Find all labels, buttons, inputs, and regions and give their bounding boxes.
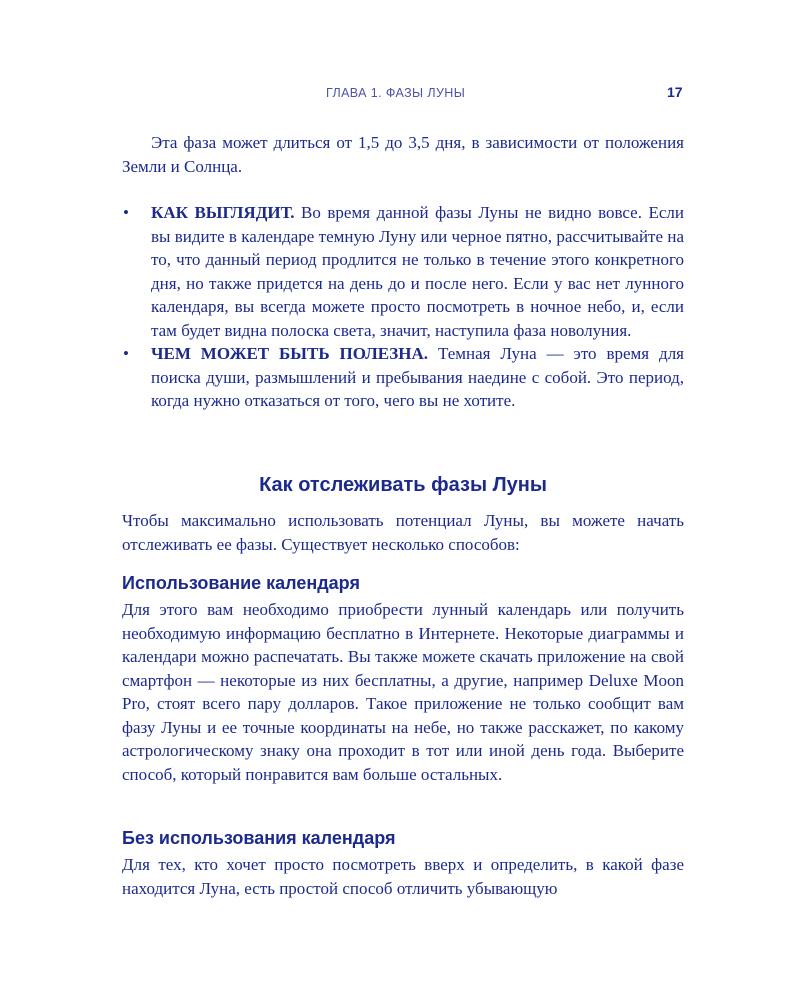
running-head: ГЛАВА 1. ФАЗЫ ЛУНЫ	[326, 86, 466, 100]
bullet-text: Во время данной фазы Луны не видно вовсе. Если вы видите в календаре темную Луну или черное пятно, рассчитывайте на то, что данный период продлится не только в течение этого конкретного дня, но также придется на день до и после него. Если у вас нет лунного календаря, вы всегда можете просто посмотреть в ночное небо, и, если там будет видна полоска света, значит, наступила фаза новолуния.	[151, 203, 684, 340]
subsection-title-calendar: Использование календаря	[122, 573, 360, 593]
subsection-title-no-calendar: Без использования календаря	[122, 828, 396, 848]
bullet-lead: ЧЕМ МОЖЕТ БЫТЬ ПОЛЕЗНА.	[151, 344, 429, 363]
bullet-marker: •	[123, 203, 129, 222]
subsection-no-calendar-text: Для тех, кто хочет просто посмотреть вверх и определить, в какой фазе находится Луна, есть простой способ отличить убывающую	[122, 855, 684, 898]
subsection-calendar-block	[122, 598, 684, 786]
subsection-no-calendar-block	[122, 853, 684, 900]
page-number: 17	[667, 84, 683, 100]
bullet-marker: •	[123, 344, 129, 363]
bullet-list	[122, 201, 684, 413]
subsection-calendar-text: Для этого вам необходимо приобрести лунный календарь или получить необходимую информацию бесплатно в Интернете. Некоторые диаграммы и календари можно распечатать. Вы также можете скачать приложение на свой смартфон — некоторые из них бесплатны, а другие, например Deluxe Moon Pro, стоят всего пару долларов. Такое приложение не только сообщит вам фазу Луны и ее точные координаты на небе, но также расскажет, по какому астрологическому знаку она проходит в тот или иной день года. Выберите способ, который понравится вам больше остальных.	[122, 600, 684, 784]
bullet-lead: КАК ВЫГЛЯДИТ.	[151, 203, 295, 222]
bullet-text: Темная Луна — это время для поиска души, размышлений и пребывания наедине с собой. Это период, когда нужно отказаться от того, чего вы не хотите.	[151, 344, 684, 410]
bullet-item-usefulness	[122, 342, 684, 413]
intro-paragraph: Эта фаза может длиться от 1,5 до 3,5 дня, в зависимости от положения Земли и Солнца.	[122, 133, 684, 176]
section-title: Как отслеживать фазы Луны	[259, 474, 547, 496]
intro-paragraph-block	[122, 131, 684, 178]
section-intro-block	[122, 509, 684, 556]
section-intro: Чтобы максимально использовать потенциал Луны, вы можете начать отслеживать ее фазы. Существует несколько способов:	[122, 511, 684, 554]
bullet-item-appearance	[122, 201, 684, 342]
